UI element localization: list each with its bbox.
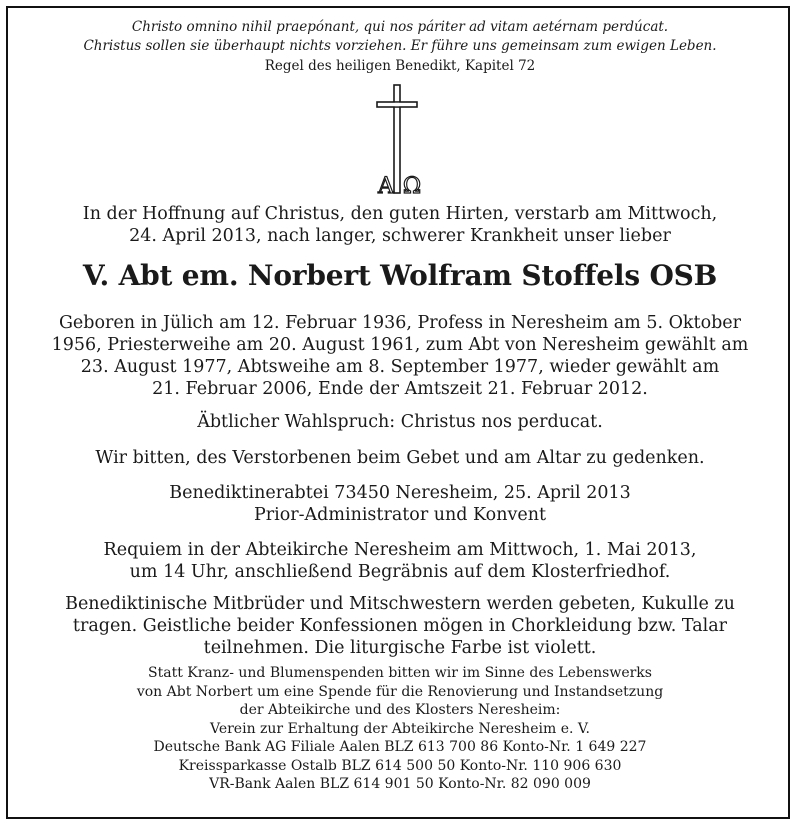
biography-line: 21. Februar 2006, Ende der Amtszeit 21. Februar 2012.: [152, 379, 648, 399]
requiem-info: [0, 539, 800, 583]
donation-line: VR-Bank Aalen BLZ 614 901 50 Konto-Nr. 82 090 009: [209, 776, 591, 792]
intro-text: [0, 203, 800, 247]
biography-line: 23. August 1977, Abtsweihe am 8. September 1977, wieder gewählt am: [80, 357, 720, 377]
donation-line: von Abt Norbert um eine Spende für die Renovierung und Instandsetzung: [136, 683, 664, 700]
donation-line: der Abteikirche und des Klosters Neresheim:: [239, 702, 561, 718]
clothing-line: teilnehmen. Die liturgische Farbe ist violett.: [203, 638, 597, 658]
omega-glyph: Ω: [402, 174, 422, 199]
intro-line: 24. April 2013, nach langer, schwerer Krankheit unser lieber: [129, 226, 671, 246]
donation-line: Verein zur Erhaltung der Abteikirche Neresheim e. V.: [210, 720, 590, 737]
biography-line: 1956, Priesterweihe am 20. August 1961, zum Abt von Neresheim gewählt am: [51, 335, 749, 355]
signature: [0, 482, 800, 526]
cross-alpha-omega-icon: [368, 82, 428, 200]
motto: Äbtlicher Wahlspruch: Christus nos perducat.: [197, 412, 603, 432]
intro-line: In der Hoffnung auf Christus, den guten Hirten, verstarb am Mittwoch,: [82, 204, 718, 224]
donation-line: Statt Kranz- und Blumenspenden bitten wir im Sinne des Lebenswerks: [148, 665, 652, 681]
signature-line: Prior-Administrator und Konvent: [253, 505, 547, 525]
biography: [0, 312, 800, 400]
donation-line: Kreissparkasse Ostalb BLZ 614 500 50 Konto-Nr. 110 906 630: [178, 757, 622, 774]
clothing-info: [0, 593, 800, 659]
epigraph-german: Christus sollen sie überhaupt nichts vorziehen. Er führe uns gemeinsam zum ewigen Leben.: [83, 38, 717, 54]
deceased-name: V. Abt em. Norbert Wolfram Stoffels OSB: [82, 259, 718, 292]
prayer-request: Wir bitten, des Verstorbenen beim Gebet und am Altar zu gedenken.: [95, 448, 705, 468]
clothing-line: Benediktinische Mitbrüder und Mitschwestern werden gebeten, Kukulle zu: [65, 594, 735, 614]
requiem-line: Requiem in der Abteikirche Neresheim am Mittwoch, 1. Mai 2013,: [103, 540, 697, 560]
epigraph-latin: Christo omnino nihil praepónant, qui nos páriter ad vitam aetérnam perdúcat.: [131, 19, 669, 35]
clothing-line: tragen. Geistliche beider Konfessionen mögen in Chorkleidung bzw. Talar: [72, 616, 728, 636]
biography-line: Geboren in Jülich am 12. Februar 1936, Profess in Neresheim am 5. Oktober: [58, 313, 742, 333]
requiem-line: um 14 Uhr, anschließend Begräbnis auf dem Klosterfriedhof.: [129, 562, 671, 582]
donation-line: Deutsche Bank AG Filiale Aalen BLZ 613 700 86 Konto-Nr. 1 649 227: [153, 739, 647, 755]
epigraph-reference: Regel des heiligen Benedikt, Kapitel 72: [264, 58, 536, 74]
alpha-glyph: A: [378, 174, 394, 199]
signature-line: Benediktinerabtei 73450 Neresheim, 25. April 2013: [169, 483, 631, 503]
donation-info: [0, 664, 800, 794]
